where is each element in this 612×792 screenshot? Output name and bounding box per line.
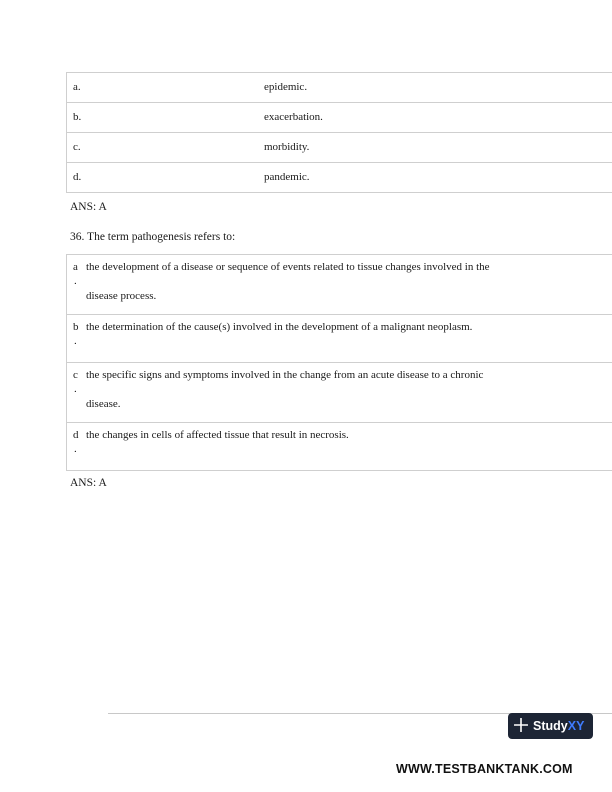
badge-text-study: Study — [533, 719, 568, 733]
q35-answer: ANS: A — [70, 201, 107, 213]
option-text-line1: the determination of the cause(s) involved in the development of a malignant neoplasm. — [86, 321, 473, 333]
q35-options-table — [66, 72, 612, 193]
option-letter: d — [73, 429, 79, 441]
option-row-d — [67, 163, 612, 193]
studyxy-badge[interactable] — [508, 713, 593, 739]
option-dot: . — [74, 275, 77, 287]
option-text-line2: disease process. — [86, 290, 157, 302]
option-letter: d. — [73, 171, 82, 183]
option-text: morbidity. — [264, 141, 310, 153]
option-dot: . — [74, 443, 77, 455]
option-text-line1: the specific signs and symptoms involved in the change from an acute disease to a chronic — [86, 369, 484, 381]
option-text: epidemic. — [264, 81, 308, 93]
website-url[interactable]: WWW.TESTBANKTANK.COM — [396, 762, 573, 776]
option-letter: b. — [73, 111, 82, 123]
q36-options-table — [66, 254, 612, 471]
option-dot: . — [74, 335, 77, 347]
option-text-line1: the development of a disease or sequence of events related to tissue changes involved in the — [86, 261, 490, 273]
option-letter: b — [73, 321, 79, 333]
option-row-b — [67, 315, 612, 363]
badge-text-xy: XY — [567, 719, 585, 733]
option-row-a — [67, 73, 612, 103]
option-dot: . — [74, 383, 77, 395]
option-text-line2: disease. — [86, 398, 121, 410]
option-text: exacerbation. — [264, 111, 323, 123]
option-row-d — [67, 423, 612, 471]
plus-sparkle-icon — [514, 718, 533, 735]
option-letter: c. — [73, 141, 81, 153]
option-row-a — [67, 255, 612, 315]
option-letter: c — [73, 369, 78, 381]
option-text: pandemic. — [264, 171, 310, 183]
q36-answer: ANS: A — [70, 477, 107, 489]
option-letter: a — [73, 261, 78, 273]
option-row-c — [67, 363, 612, 423]
q36-question: 36. The term pathogenesis refers to: — [70, 231, 236, 243]
option-row-c — [67, 133, 612, 163]
option-text-line1: the changes in cells of affected tissue that result in necrosis. — [86, 429, 349, 441]
option-row-b — [67, 103, 612, 133]
option-letter: a. — [73, 81, 81, 93]
